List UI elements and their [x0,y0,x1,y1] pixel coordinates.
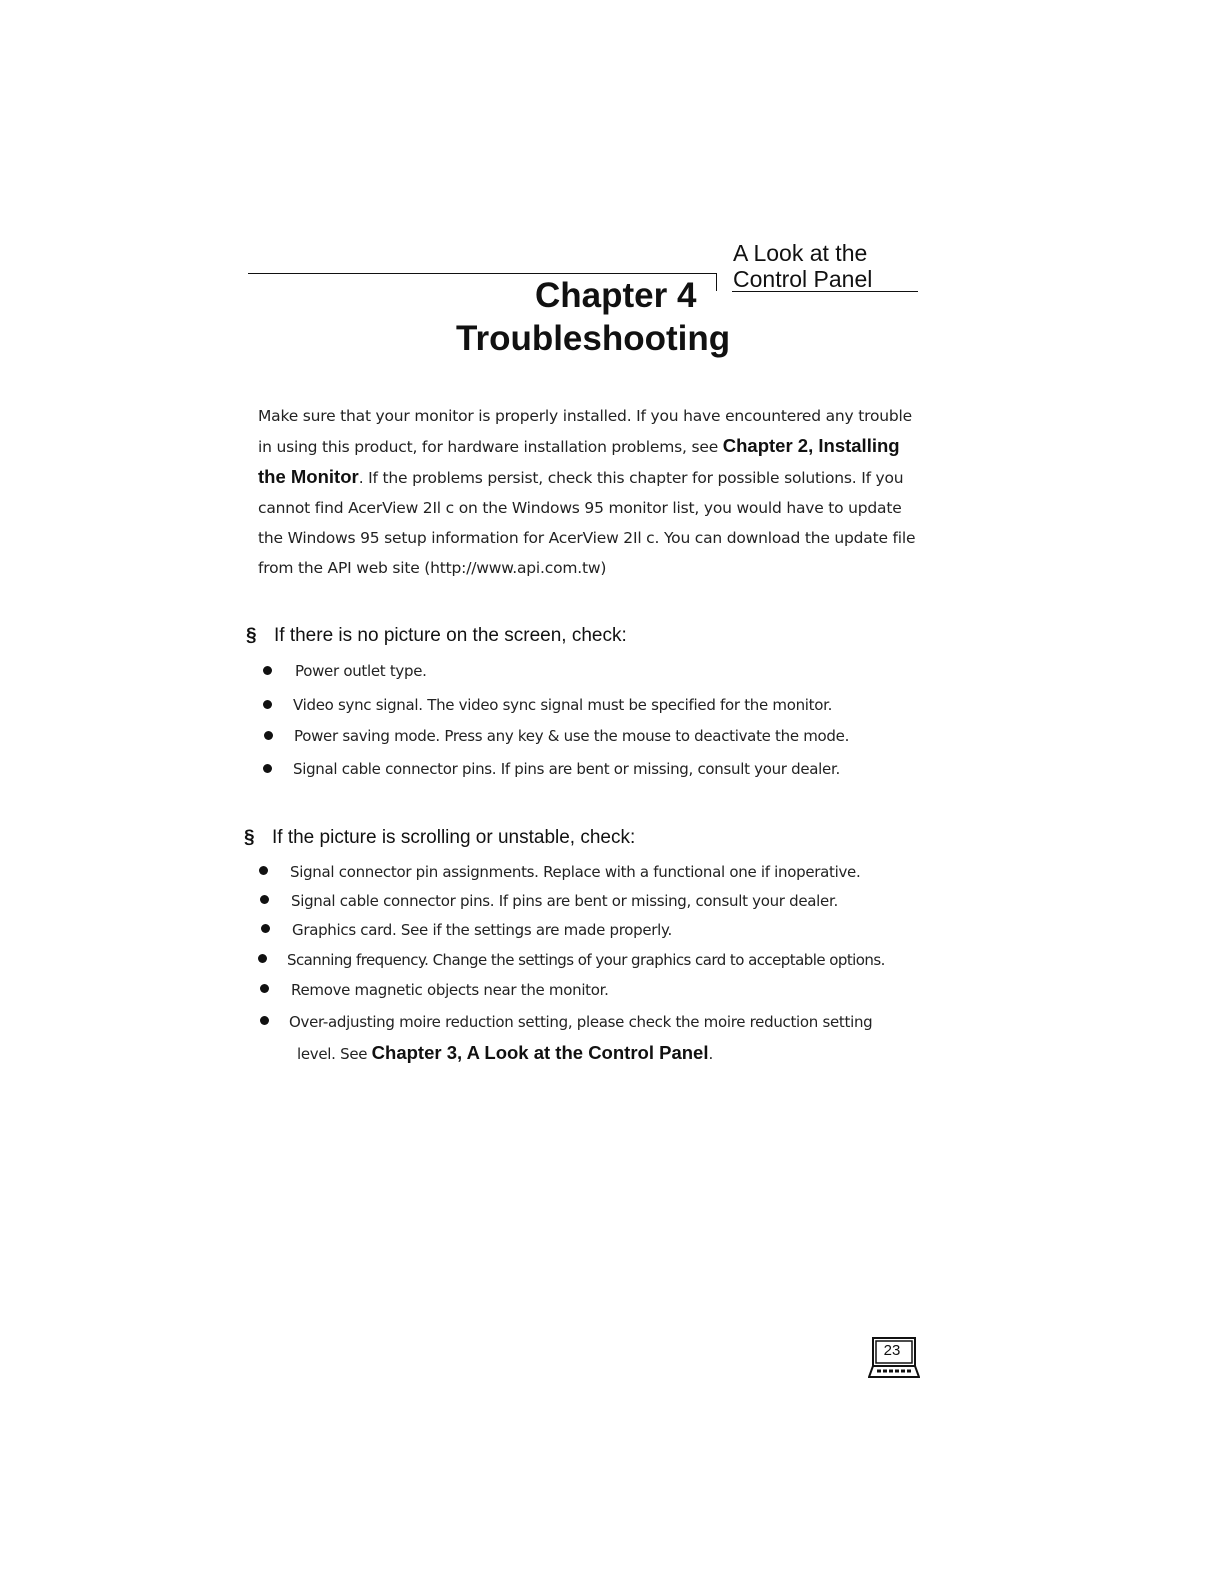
list-item: Graphics card. See if the settings are made properly. [292,921,672,939]
list-item: Power saving mode. Press any key & use the mouse to deactivate the mode. [294,727,850,745]
list-item-continuation [297,1042,713,1065]
section-tag-line2: Control Panel [733,266,873,292]
bullet-icon [260,895,269,904]
intro-link-chapter-2: Chapter 2, Installing the Monitor [258,435,900,487]
continuation-suffix: . [708,1045,713,1063]
list-item: Remove magnetic objects near the monitor. [291,981,609,999]
list-item: Signal connector pin assignments. Replace with a functional one if inoperative. [290,863,861,881]
bullet-icon [258,954,267,963]
section-tag [733,240,872,292]
bullet-icon [263,764,272,773]
header-rule-right [732,291,918,292]
header-rule-connector [716,276,717,291]
bullet-icon [263,666,272,675]
header-rule-left [248,273,710,274]
list-item: Scanning frequency. Change the settings of your graphics card to acceptable options. [287,951,885,969]
bullet-icon [264,731,273,740]
list-item: Over-adjusting moire reduction setting, please check the moire reduction setting [289,1013,873,1031]
list-item: Signal cable connector pins. If pins are bent or missing, consult your dealer. [291,892,838,910]
continuation-text: level. See [297,1045,372,1063]
bullet-icon [259,866,268,875]
bullet-icon [263,700,272,709]
page-number: 23 [883,1342,901,1359]
bullet-icon [261,924,270,933]
continuation-link-chapter-3: Chapter 3, A Look at the Control Panel [371,1042,709,1063]
intro-text-2: . If the problems persist, check this chapter for possible solutions. If you cannot find AcerView 2Il c on the Windows 95 monitor list, you would have to update the Windows 95 setup information for AcerView 2Il c. You can download the update file from the API web site (http://www.api.com.tw) [258,469,916,577]
intro-text-1: Make sure that your monitor is properly installed. If you have encountered any trouble in using this product, for hardware installation problems, see [258,407,912,456]
intro-paragraph [258,401,918,583]
section-no-picture-heading [246,624,627,648]
bullet-icon [260,984,269,993]
section-symbol: § [244,827,255,848]
bullet-icon [260,1016,269,1025]
section-heading-text: If the picture is scrolling or unstable, check: [272,827,636,848]
page-title: Troubleshooting [456,319,731,358]
list-item: Video sync signal. The video sync signal must be specified for the monitor. [293,696,833,714]
section-symbol: § [246,625,257,646]
chapter-label: Chapter 4 [535,276,697,315]
section-scrolling-heading [244,826,635,850]
list-item: Signal cable connector pins. If pins are bent or missing, consult your dealer. [293,760,840,778]
section-heading-text: If there is no picture on the screen, check: [274,625,627,646]
section-tag-line1: A Look at the [733,240,868,266]
list-item: Power outlet type. [295,662,427,680]
